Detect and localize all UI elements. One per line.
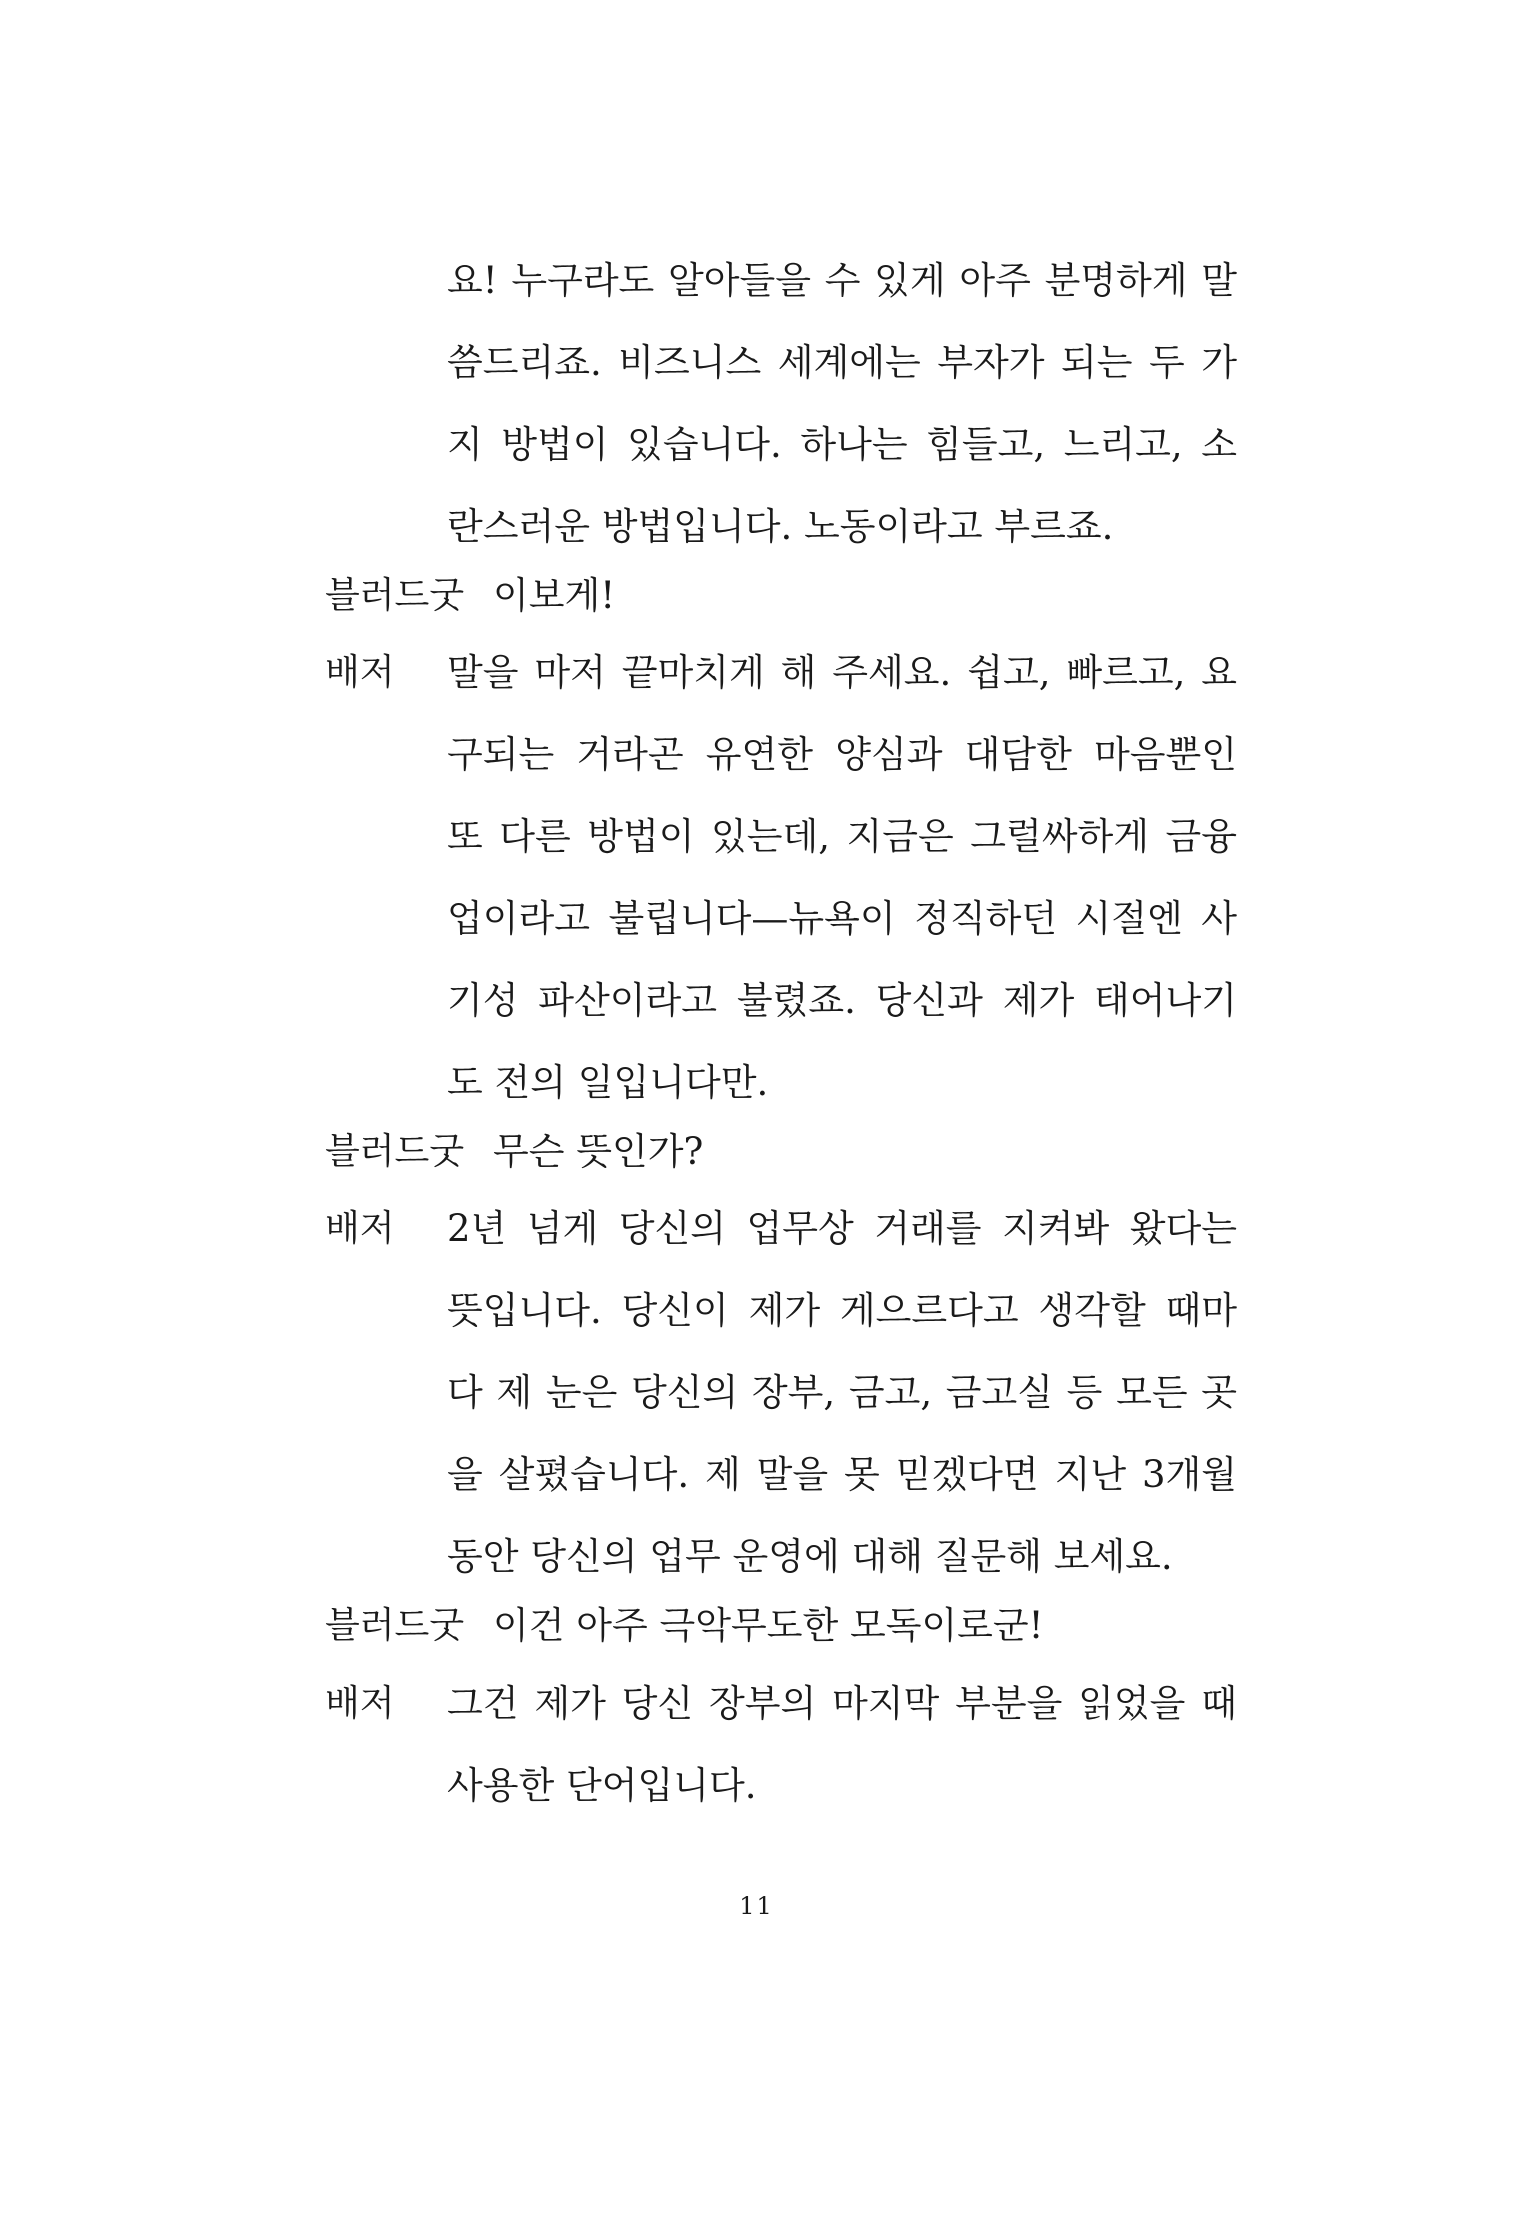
speech-line: 을 살폈습니다. 제 말을 못 믿겠다면 지난 3개월 (447, 1453, 1237, 1496)
speaker-name: 배저 (325, 652, 395, 693)
speech-line: 요! 누구라도 알아들을 수 있게 아주 분명하게 말 (447, 259, 1237, 302)
speech-line: 그건 제가 당신 장부의 마지막 부분을 읽었을 때 (447, 1682, 1237, 1725)
speaker-name: 블러드굿 (325, 1605, 465, 1646)
speaker-name: 배저 (325, 1683, 395, 1724)
speech-line: 기성 파산이라고 불렸죠. 당신과 제가 태어나기 (447, 979, 1237, 1022)
speech-line: 도 전의 일입니다만. (447, 1061, 769, 1104)
speaker-name: 블러드굿 (325, 1131, 465, 1172)
speech-line: 동안 당신의 업무 운영에 대해 질문해 보세요. (447, 1535, 1173, 1578)
speech-line: 구되는 거라곤 유연한 양심과 대담한 마음뿐인 (447, 733, 1237, 776)
speech-line: 다 제 눈은 당신의 장부, 금고, 금고실 등 모든 곳 (447, 1371, 1237, 1414)
speech-line: 2년 넘게 당신의 업무상 거래를 지켜봐 왔다는 (447, 1207, 1237, 1250)
speech-line: 뜻입니다. 당신이 제가 게으르다고 생각할 때마 (447, 1289, 1237, 1332)
speech-line: 사용한 단어입니다. (447, 1764, 757, 1807)
speaker-name: 배저 (325, 1208, 395, 1249)
speech-line: 또 다른 방법이 있는데, 지금은 그럴싸하게 금융 (447, 815, 1237, 858)
speech-line: 씀드리죠. 비즈니스 세계에는 부자가 되는 두 가 (447, 341, 1237, 384)
speech-line: 이보게! (493, 574, 616, 617)
speech-line: 지 방법이 있습니다. 하나는 힘들고, 느리고, 소 (447, 423, 1237, 466)
speech-line: 무슨 뜻인가? (493, 1130, 704, 1173)
page-number: 11 (739, 1892, 774, 1920)
speech-line: 이건 아주 극악무도한 모독이로군! (493, 1604, 1044, 1647)
speech-line: 말을 마저 끝마치게 해 주세요. 쉽고, 빠르고, 요 (447, 651, 1237, 694)
speaker-name: 블러드굿 (325, 575, 465, 616)
speech-line: 란스러운 방법입니다. 노동이라고 부르죠. (447, 505, 1114, 548)
speech-line: 업이라고 불립니다—뉴욕이 정직하던 시절엔 사 (447, 897, 1237, 940)
